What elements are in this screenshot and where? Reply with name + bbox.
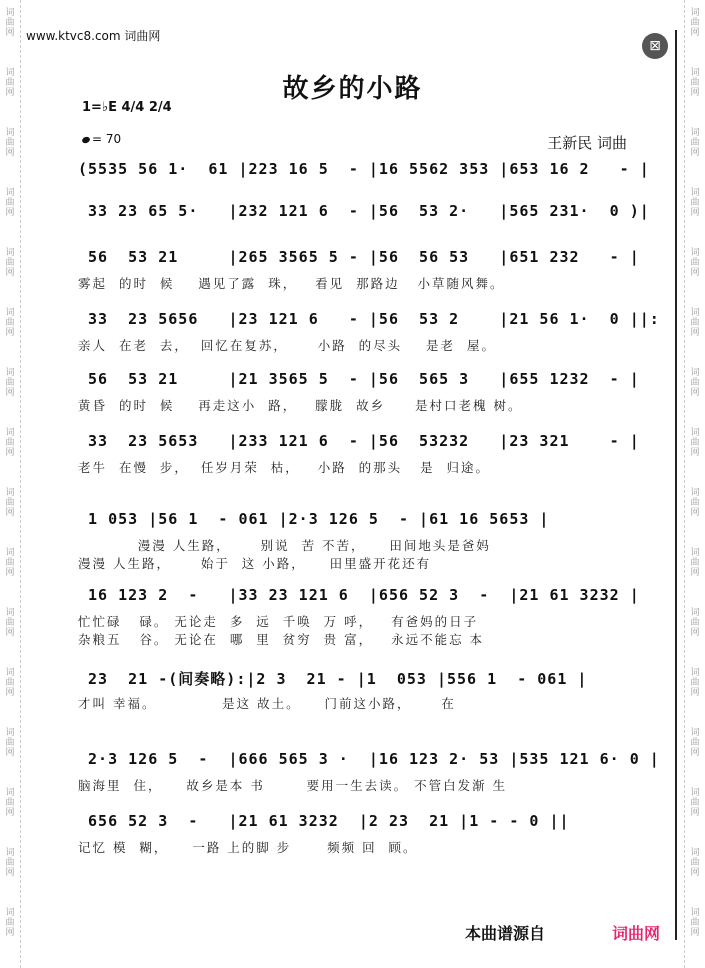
notation-line: 33 23 65 5· |232 121 6 - |56 53 2· |565 231· 0 )| [78, 202, 650, 220]
watermark-text: 词 曲 网 [690, 728, 700, 758]
score-row [78, 812, 626, 838]
watermark-text: 词 曲 网 [5, 68, 15, 98]
watermark-text: 词 曲 网 [690, 788, 700, 818]
score-row [78, 370, 640, 396]
notation-line: 56 53 21 |265 3565 5 - |56 56 53 |651 232 - | [78, 248, 640, 266]
notation-line: 33 23 5656 |23 121 6 - |56 53 2 |21 56 1· 0 ||: [78, 310, 660, 328]
lyric-line: 记忆 模 糊， 一路 上的脚 步 频频 回 顾。 [78, 840, 418, 855]
lyric-line: 漫漫 人生路， 始于 这 小路， 田里盛开花还有 [78, 556, 432, 571]
lyric-line: 才叫 幸福。 是这 故土。 门前这小路， 在 [78, 696, 456, 711]
watermark-text: 词 曲 网 [690, 848, 700, 878]
watermark-text: 词 曲 网 [690, 188, 700, 218]
watermark-text: 词 曲 网 [690, 248, 700, 278]
watermark-text: 词 曲 网 [5, 8, 15, 38]
watermark-text: 词 曲 网 [5, 668, 15, 698]
quarter-note-icon [81, 136, 91, 144]
watermark-text: 词 曲 网 [5, 908, 15, 938]
watermark-text: 词 曲 网 [690, 68, 700, 98]
notation-line: (5535 56 1· 61 |223 16 5 - |16 5562 353 |653 16 2 - | [78, 160, 650, 178]
score-row [78, 160, 650, 186]
lyric-line: 忙忙碌 碌。 无论走 多 远 千唤 万 呼， 有爸妈的日子 [78, 614, 479, 629]
lyric-line: 老牛 在慢 步， 任岁月荣 枯， 小路 的那头 是 归途。 [78, 460, 491, 475]
close-icon[interactable]: ⊠ [642, 33, 668, 59]
watermark-text: 词 曲 网 [690, 8, 700, 38]
lyric-line: 黄昏 的时 候 再走这小 路， 朦胧 故乡 是村口老槐 树。 [78, 398, 523, 413]
tempo-value: = 70 [92, 132, 122, 146]
score-row [78, 750, 660, 776]
watermark-text: 词 曲 网 [5, 248, 15, 278]
lyric-line: 雾起 的时 候 遇见了露 珠， 看见 那路边 小草随风舞。 [78, 276, 505, 291]
notation-line: 16 123 2 - |33 23 121 6 |656 52 3 - |21 61 3232 | [78, 586, 640, 604]
watermark-text: 词 曲 网 [690, 488, 700, 518]
watermark-text: 词 曲 网 [690, 608, 700, 638]
watermark-text: 词 曲 网 [690, 128, 700, 158]
score-row [78, 310, 660, 336]
score-row [78, 432, 640, 458]
lyric-line: 亲人 在老 去， 回忆在复苏， 小路 的尽头 是老 屋。 [78, 338, 496, 353]
watermark-text: 词 曲 网 [5, 608, 15, 638]
watermark-text: 词 曲 网 [690, 548, 700, 578]
score-row [78, 202, 650, 228]
watermark-text: 词 曲 网 [690, 908, 700, 938]
lyric-line: 漫漫 人生路， 别说 苦 不苦， 田间地头是爸妈 [78, 538, 491, 553]
lyric-line: 脑海里 住， 故乡是本 书 要用一生去读。 不管白发渐 生 [78, 778, 508, 793]
page-edge [675, 30, 677, 940]
watermark-text: 词 曲 网 [690, 308, 700, 338]
watermark-text: 词 曲 网 [5, 308, 15, 338]
tempo-marking [82, 132, 121, 146]
notation-line: 23 21 -(间奏略):|2 3 21 - |1 053 |556 1 - 061 | [78, 670, 588, 688]
notation-line: 33 23 5653 |233 121 6 - |56 53232 |23 321 - | [78, 432, 640, 450]
site-url[interactable]: www.ktvc8.com 词曲网 [26, 29, 161, 43]
watermark-text: 词 曲 网 [690, 428, 700, 458]
watermark-text: 词 曲 网 [690, 668, 700, 698]
watermark-text: 词 曲 网 [690, 368, 700, 398]
lyric-line: 杂粮五 谷。 无论在 哪 里 贫穷 贵 富， 永远不能忘 本 [78, 632, 485, 647]
watermark-text: 词 曲 网 [5, 788, 15, 818]
song-title: 故乡的小路 [282, 74, 423, 104]
score-row [78, 248, 640, 274]
right-watermark-strip [684, 0, 705, 968]
left-watermark-strip [0, 0, 21, 968]
watermark-text: 词 曲 网 [5, 188, 15, 218]
notation-line: 2·3 126 5 - |666 565 3 · |16 123 2· 53 |535 121 6· 0 | [78, 750, 660, 768]
watermark-text: 词 曲 网 [5, 548, 15, 578]
score-row [78, 510, 626, 536]
author-credit: 王新民 词曲 [547, 134, 627, 152]
footer-brand-link[interactable]: 词曲网 [612, 924, 661, 943]
watermark-text: 词 曲 网 [5, 488, 15, 518]
score-row [78, 668, 626, 694]
footer-source-label: 本曲谱源自 [465, 924, 546, 943]
score-row [78, 586, 640, 612]
notation-line: 56 53 21 |21 3565 5 - |56 565 3 |655 1232 - | [78, 370, 640, 388]
watermark-text: 词 曲 网 [5, 848, 15, 878]
notation-line: 1 053 |56 1 - 061 |2·3 126 5 - |61 16 5653 | [78, 510, 550, 528]
watermark-text: 词 曲 网 [5, 368, 15, 398]
notation-line: 656 52 3 - |21 61 3232 |2 23 21 |1 - - 0 || [78, 812, 570, 830]
key-signature: 1=♭E 4/4 2/4 [82, 100, 172, 115]
watermark-text: 词 曲 网 [5, 128, 15, 158]
watermark-text: 词 曲 网 [5, 428, 15, 458]
watermark-text: 词 曲 网 [5, 728, 15, 758]
